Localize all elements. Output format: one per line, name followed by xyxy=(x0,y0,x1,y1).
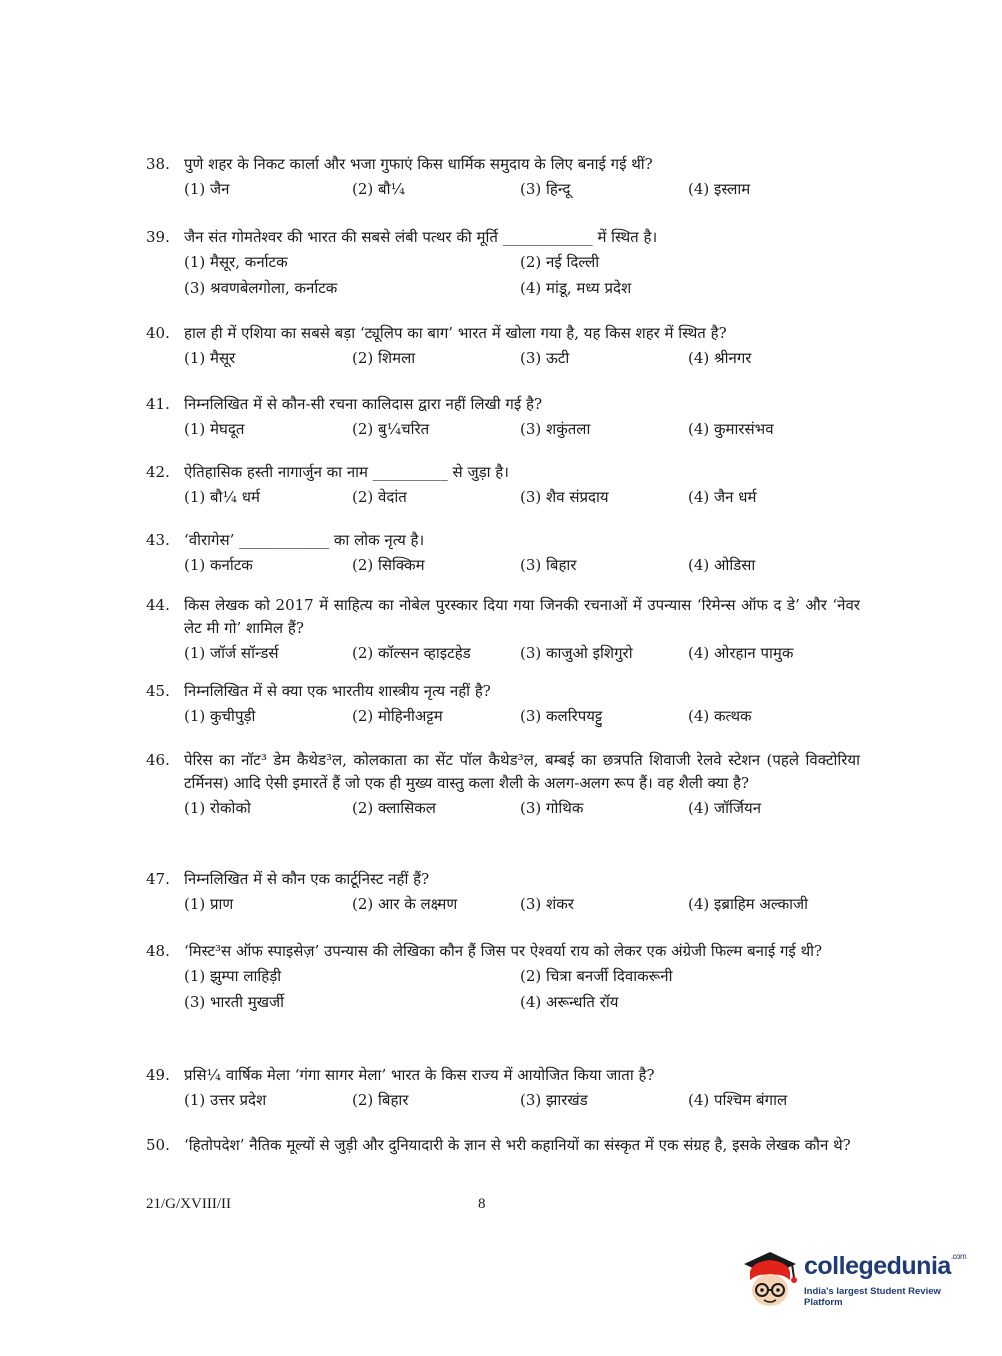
option-4: (4) मांडू, मध्य प्रदेश xyxy=(520,279,632,297)
option-3: (3) ऊटी xyxy=(520,349,570,367)
question-number: 38. xyxy=(146,155,170,173)
question-46 xyxy=(146,749,860,821)
option-2: (2) वेदांत xyxy=(352,488,407,506)
option-4: (4) इस्लाम xyxy=(688,180,751,198)
question-40 xyxy=(146,322,860,371)
question-number: 42. xyxy=(146,463,170,481)
question-text: ‘मिस्ट³स ऑफ स्पाइसेज़’ उपन्यास की लेखिका कौन हैं जिस पर ऐश्वर्या राय को लेकर एक अंग्रेजी फिल्म बनाई गई थी? xyxy=(184,942,823,960)
option-1: (1) प्राण xyxy=(184,895,234,913)
option-4: (4) श्रीनगर xyxy=(688,349,752,367)
option-3: (3) झारखंड xyxy=(520,1091,588,1109)
question-41 xyxy=(146,393,860,442)
option-1: (1) जॉर्ज सॉन्डर्स xyxy=(184,644,279,662)
question-text: जैन संत गोमतेश्वर की भारत की सबसे लंबी पत्थर की मूर्ति ____________ में स्थित है। xyxy=(184,228,658,246)
option-2: (2) कॉल्सन व्हाइटहेड xyxy=(352,644,471,662)
question-text: पुणे शहर के निकट कार्ला और भजा गुफाएं किस धार्मिक समुदाय के लिए बनाई गई थीं? xyxy=(184,155,653,173)
option-4: (4) ओडिसा xyxy=(688,556,756,574)
option-2: (2) नई दिल्ली xyxy=(520,253,600,271)
option-3: (3) गोथिक xyxy=(520,799,584,817)
question-number: 47. xyxy=(146,870,170,888)
question-text: ‘हितोपदेश’ नैतिक मूल्यों से जुड़ी और दुनियादारी के ज्ञान से भरी कहानियों का संस्कृत में एक संग्रह है, इसके लेखक कौन थे? xyxy=(184,1136,851,1154)
question-number: 50. xyxy=(146,1136,170,1154)
question-number: 46. xyxy=(146,751,170,769)
question-44 xyxy=(146,594,860,666)
question-text: प्रसि¼ वार्षिक मेला ‘गंगा सागर मेला’ भारत के किस राज्य में आयोजित किया जाता है? xyxy=(184,1066,655,1084)
option-4: (4) इब्राहिम अल्काजी xyxy=(688,895,809,913)
option-4: (4) अरून्धति रॉय xyxy=(520,993,619,1011)
option-3: (3) शकुंतला xyxy=(520,420,591,438)
question-number: 40. xyxy=(146,324,170,342)
option-3: (3) बिहार xyxy=(520,556,577,574)
logo-tagline: India's largest Student Review Platform xyxy=(804,1286,941,1308)
option-3: (3) भारती मुखर्जी xyxy=(184,993,285,1011)
option-2: (2) चित्रा बनर्जी दिवाकरूनी xyxy=(520,967,673,985)
question-text: ऐतिहासिक हस्ती नागार्जुन का नाम __________ से जुड़ा है। xyxy=(184,463,509,481)
option-4: (4) कुमारसंभव xyxy=(688,420,774,438)
question-50 xyxy=(146,1134,860,1157)
question-42 xyxy=(146,461,860,510)
question-number: 49. xyxy=(146,1066,170,1084)
option-1: (1) मैसूर xyxy=(184,349,236,367)
option-3: (3) हिन्दू xyxy=(520,180,571,198)
option-1: (1) मैसूर, कर्नाटक xyxy=(184,253,288,271)
question-text: ‘वीरागेस’ ____________ का लोक नृत्य है। xyxy=(184,531,425,549)
option-1: (1) रोकोको xyxy=(184,799,251,817)
question-48 xyxy=(146,940,860,1015)
question-39 xyxy=(146,226,860,301)
option-3: (3) शंकर xyxy=(520,895,574,913)
question-number: 44. xyxy=(146,596,170,614)
question-text: पेरिस का नॉट³ डेम कैथेड³ल, कोलकाता का सेंट पॉल कैथेड³ल, बम्बई का छत्रपति शिवाजी रेलवे स्टेशन (पहले विक्टोरिया टर्मिनस) आदि ऐसी इमारतें हैं जो एक ही मुख्य वास्तु कला शैली के अलग-अलग रूप हैं। वह शैली क्या है? xyxy=(184,751,860,792)
option-4: (4) पश्चिम बंगाल xyxy=(688,1091,788,1109)
question-number: 39. xyxy=(146,228,170,246)
option-2: (2) शिमला xyxy=(352,349,416,367)
collegedunia-logo xyxy=(740,1246,980,1312)
question-number: 45. xyxy=(146,682,170,700)
question-38 xyxy=(146,153,860,202)
option-1: (1) उत्तर प्रदेश xyxy=(184,1091,267,1109)
question-49 xyxy=(146,1064,860,1113)
question-text: निम्नलिखित में से कौन-सी रचना कालिदास द्वारा नहीं लिखी गई है? xyxy=(184,395,543,413)
question-number: 41. xyxy=(146,395,170,413)
option-1: (1) बौ¼ धर्म xyxy=(184,488,260,506)
logo-wordmark: collegedunia$^{.com}$ xyxy=(804,1252,967,1280)
question-text: निम्नलिखित में से क्या एक भारतीय शास्त्रीय नृत्य नहीं है? xyxy=(184,682,491,700)
paper-code: 21/G/XVIII/II xyxy=(146,1196,231,1212)
question-47 xyxy=(146,868,860,917)
option-1: (1) झुम्पा लाहिड़ी xyxy=(184,967,282,985)
option-4: (4) जॉर्जियन xyxy=(688,799,762,817)
question-text: किस लेखक को 2017 में साहित्य का नोबेल पुरस्कार दिया गया जिनकी रचनाओं में उपन्यास ‘रिमेन्स ऑफ द डे’ और ‘नेवर लेट मी गो’ शामिल हैं? xyxy=(184,596,860,637)
question-number: 48. xyxy=(146,942,170,960)
mascot-icon xyxy=(740,1246,800,1312)
option-3: (3) शैव संप्रदाय xyxy=(520,488,609,506)
option-2: (2) बु¼चरित xyxy=(352,420,430,438)
option-1: (1) कुचीपुड़ी xyxy=(184,707,256,725)
option-2: (2) आर के लक्ष्मण xyxy=(352,895,458,913)
option-3: (3) श्रवणबेलगोला, कर्नाटक xyxy=(184,279,338,297)
page-number: 8 xyxy=(478,1196,486,1212)
option-3: (3) काजुओ इशिगुरो xyxy=(520,644,633,662)
option-2: (2) सिक्किम xyxy=(352,556,425,574)
option-2: (2) बिहार xyxy=(352,1091,409,1109)
option-1: (1) जैन xyxy=(184,180,230,198)
option-2: (2) क्लासिकल xyxy=(352,799,436,817)
option-3: (3) कलरिपयट्टु xyxy=(520,707,603,725)
question-text: हाल ही में एशिया का सबसे बड़ा ‘ट्यूलिप का बाग’ भारत में खोला गया है, यह किस शहर में स्थित है? xyxy=(184,324,727,342)
option-2: (2) मोहिनीअट्टम xyxy=(352,707,443,725)
option-1: (1) कर्नाटक xyxy=(184,556,253,574)
option-2: (2) बौ¼ xyxy=(352,180,406,198)
option-4: (4) ओरहान पामुक xyxy=(688,644,794,662)
question-text: निम्नलिखित में से कौन एक कार्टूनिस्ट नहीं हैं? xyxy=(184,870,430,888)
question-43 xyxy=(146,529,860,578)
question-number: 43. xyxy=(146,531,170,549)
question-45 xyxy=(146,680,860,729)
option-1: (1) मेघदूत xyxy=(184,420,245,438)
option-4: (4) जैन धर्म xyxy=(688,488,757,506)
option-4: (4) कत्थक xyxy=(688,707,752,725)
